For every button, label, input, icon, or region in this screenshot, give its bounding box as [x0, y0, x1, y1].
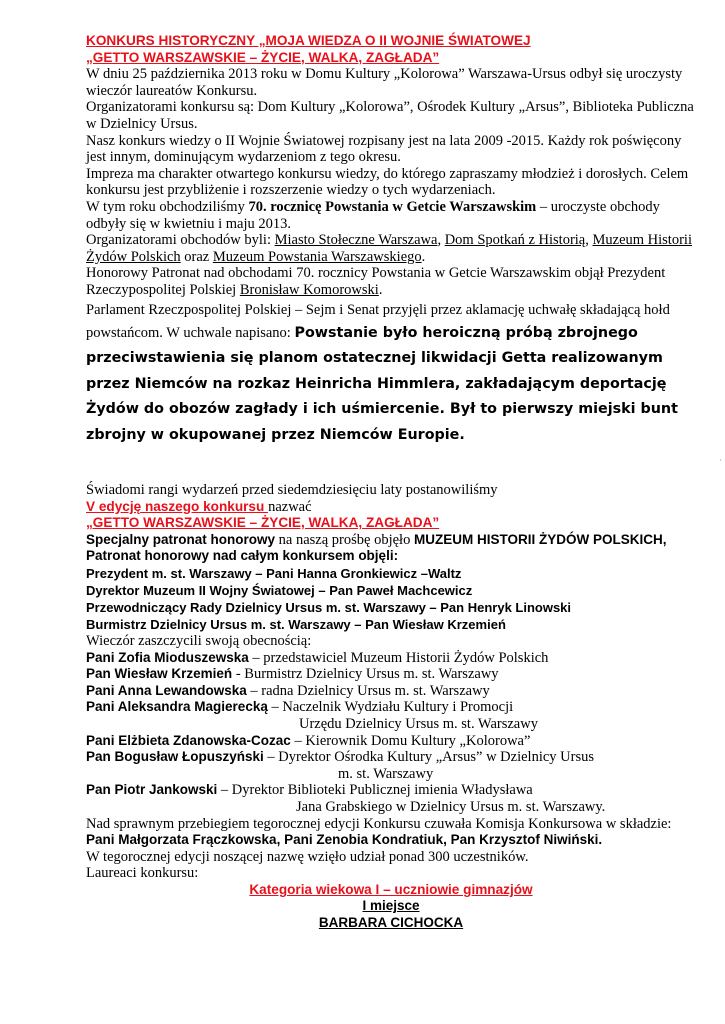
guest-5: [86, 733, 696, 750]
intro-paragraph-7: [86, 265, 696, 298]
guest-name: Pan Wiesław Krzemień: [86, 666, 233, 682]
intro-paragraph-8: [86, 299, 696, 449]
link-muzeum-powstania[interactable]: Muzeum Powstania Warszawskiego: [212, 248, 422, 265]
guest-name: Pani Anna Lewandowska: [86, 682, 247, 698]
guest-role: – Dyrektor Ośrodka Kultury „Arsus” w Dzielnicy Ursus: [263, 749, 594, 766]
guest-name: Pan Piotr Jankowski: [86, 782, 218, 798]
edition-title: „GETTO WARSZAWSKIE – ŻYCIE, WALKA, ZAGŁADA”: [86, 515, 440, 531]
guest-2: [86, 666, 696, 683]
special-patronage-museum: MUZEUM HISTORII ŻYDÓW POLSKICH,: [413, 531, 667, 547]
guest-name: Pani Zofia Mioduszewska: [86, 649, 249, 665]
guest-role: - Burmistrz Dzielnicy Ursus m. st. Warszawy: [232, 666, 499, 683]
edition-red: V edycję naszego konkursu: [86, 498, 269, 514]
patron-2: Dyrektor Muzeum II Wojny Światowej – Pan Paweł Machcewicz: [86, 582, 473, 598]
commission: [86, 816, 696, 849]
commission-names: Pani Małgorzata Frączkowska, Pani Zenobia Kondratiuk, Pan Krzysztof Niwiński.: [86, 832, 603, 848]
intro-paragraph-5: [86, 199, 696, 232]
special-patronage: [86, 532, 696, 549]
guest-name: Pani Elżbieta Zdanowska-Cozac: [86, 732, 291, 748]
special-patronage-label: Specjalny patronat honorowy: [86, 531, 276, 547]
guest-role: – radna Dzielnicy Ursus m. st. Warszawy: [246, 682, 490, 699]
guest-4-cont: Urzędu Dzielnicy Ursus m. st. Warszawy: [299, 715, 538, 732]
intro-paragraph-6: [86, 232, 696, 265]
intro-paragraph-2: Organizatorami konkursu są: Dom Kultury „Kolorowa”, Ośrodek Kultury „Arsus”, Biblioteka Publiczna w Dzielnicy Ursus.: [86, 99, 694, 132]
guest-7-cont: Jana Grabskiego w Dzielnicy Ursus m. st. Warszawy.: [296, 798, 606, 815]
resolution-pre: Parlament Rzeczpospolitej Polskiej – Sejm i Senat przyjęli przez aklamację uchwałę składającą hołd powstańcom. W uchwale napisano:: [86, 301, 670, 341]
sep-2: ,: [585, 232, 593, 249]
patron-4: Burmistrz Dzielnicy Ursus m. st. Warszawy – Pan Wiesław Krzemień: [86, 616, 506, 632]
category-heading: Kategoria wiekowa I – uczniowie gimnazjów: [249, 881, 533, 897]
guest-name: Pan Bogusław Łopuszyński: [86, 749, 264, 765]
patron-1: Prezydent m. st. Warszawy – Pani Hanna Gronkiewicz –Waltz: [86, 565, 462, 581]
link-miasto[interactable]: Miasto Stołeczne Warszawa: [274, 232, 438, 249]
patronage-end: .: [378, 281, 383, 298]
commission-pre: Nad sprawnym przebiegiem tegorocznej edycji Konkursu czuwała Komisja Konkursowa w składzie:: [86, 815, 672, 832]
title-line-1: KONKURS HISTORYCZNY „MOJA WIEDZA O II WOJNIE ŚWIATOWEJ: [86, 33, 531, 48]
participants: W tegorocznej edycji noszącej nazwę wzięło udział ponad 300 uczestników.: [86, 848, 529, 865]
sep-1: ,: [437, 232, 445, 249]
place-heading: I miejsce: [362, 898, 420, 914]
margin-mark: ': [720, 458, 722, 467]
organizers-pre: Organizatorami obchodów byli:: [86, 232, 275, 249]
guest-7: [86, 782, 696, 799]
intro-paragraph-1: W dniu 25 października 2013 roku w Domu Kultury „Kolorowa” Warszawa-Ursus odbył się uroczysty wieczór laureatów Konkursu.: [86, 66, 683, 99]
patronage-pre: Honorowy Patronat nad obchodami 70. rocznicy Powstania w Getcie Warszawskim objął Prezydent Rzeczypospolitej Polskiej: [86, 265, 666, 298]
guest-role: – Dyrektor Biblioteki Publicznej imienia Władysława: [217, 782, 533, 799]
guest-3: [86, 683, 696, 700]
anniversary-bold: 70. rocznicę Powstania w Getcie Warszawskim: [248, 198, 537, 215]
resolution-quote: Powstanie było heroiczną próbą zbrojnego przeciwstawienia się planom ostatecznej likwidacji Getta realizowanym przez Niemców na rozkaz Heinricha Himmlera, zakładającym deportację Żydów do obozów zagłady i ich uśmiercenie. Był to pierwszy miejski bunt zbrojny w okupowanej przez Niemców Europie.: [86, 324, 678, 443]
spacer: [86, 448, 696, 482]
guest-1: [86, 650, 696, 667]
sep-3: oraz: [180, 248, 213, 265]
guest-6-cont: m. st. Warszawy: [338, 765, 434, 782]
honorary-patronage-heading: Patronat honorowy nad całym konkursem objęli:: [86, 548, 399, 564]
guest-4: [86, 699, 696, 716]
edition-line-2: [86, 499, 696, 516]
winner-name: BARBARA CICHOCKA: [318, 915, 464, 931]
link-muzeum-zydow[interactable]: Muzeum Historii Żydów Polskich: [86, 232, 692, 265]
title-line-2: „GETTO WARSZAWSKIE – ŻYCIE, WALKA, ZAGŁADA”: [86, 49, 440, 65]
guest-6: [86, 749, 696, 766]
guest-role: – Naczelnik Wydziału Kultury i Promocji: [267, 699, 514, 716]
intro-paragraph-3: Nasz konkurs wiedzy o II Wojnie Światowej rozpisany jest na lata 2009 -2015. Każdy rok poświęcony jest innym, dominującym wydarzeniom z tego okresu.: [86, 132, 682, 166]
patron-3: Przewodniczący Rady Dzielnicy Ursus m. st. Warszawy – Pan Henryk Linowski: [86, 599, 572, 615]
guest-role: – przedstawiciel Muzeum Historii Żydów Polskich: [248, 649, 549, 666]
guest-role: – Kierownik Domu Kultury „Kolorowa”: [290, 732, 531, 749]
special-patronage-mid: na naszą prośbę objęło: [275, 531, 414, 548]
guest-name: Pani Aleksandra Magierecką: [86, 699, 268, 715]
edition-line-1: Świadomi rangi wydarzeń przed siedemdziesięciu laty postanowiliśmy: [86, 482, 498, 498]
sep-end: .: [421, 248, 426, 265]
edition-post: nazwać: [268, 498, 312, 515]
link-dom-spotkan[interactable]: Dom Spotkań z Historią: [444, 232, 586, 249]
document-page: [86, 33, 696, 932]
anniversary-post: – uroczyste obchody odbyły się w kwietniu i maju 2013.: [86, 198, 660, 232]
link-komorowski[interactable]: Bronisław Komorowski: [239, 281, 379, 298]
guests-heading: Wieczór zaszczycili swoją obecnością:: [86, 632, 312, 649]
anniversary-pre: W tym roku obchodziliśmy: [86, 198, 249, 215]
intro-paragraph-4: Impreza ma charakter otwartego konkursu wiedzy, do którego zapraszamy młodzież i dorosłych. Celem konkursu jest przybliżenie i rozszerzenie wiedzy o tych wydarzeniach.: [86, 165, 689, 199]
laureates-heading: Laureaci konkursu:: [86, 865, 199, 882]
